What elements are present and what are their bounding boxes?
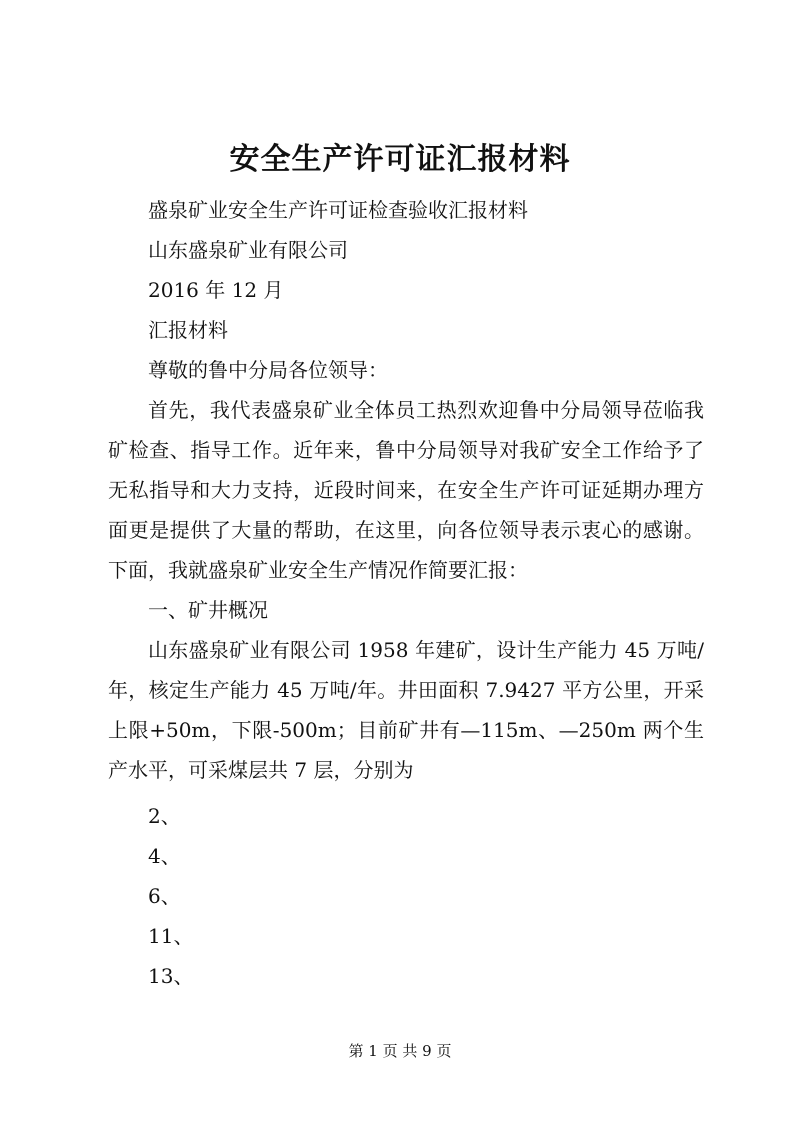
section-paragraph: 山东盛泉矿业有限公司 1958 年建矿，设计生产能力 45 万吨/年，核定生产能力 45 万吨/年。井田面积 7.9427 平方公里，开采上限+50m，下限-500m；目前矿井有—115m、—250m 两个生产水平，可采煤层共 7 层，分别为 — [108, 638, 704, 782]
page-footer: 第 1 页 共 9 页 — [348, 1042, 452, 1060]
list-item: 6、 — [148, 884, 181, 908]
list-item: 13、 — [148, 964, 194, 988]
date-line: 2016 年 12 月 — [148, 278, 284, 302]
salutation-line: 尊敬的鲁中分局各位领导： — [148, 358, 388, 382]
list-item: 11、 — [148, 924, 194, 948]
document-body — [108, 190, 704, 996]
list-item: 4、 — [148, 844, 181, 868]
section-heading: 一、矿井概况 — [148, 598, 268, 622]
subtitle-line: 盛泉矿业安全生产许可证检查验收汇报材料 — [148, 198, 528, 222]
company-line: 山东盛泉矿业有限公司 — [148, 238, 348, 262]
report-heading: 汇报材料 — [148, 318, 228, 342]
intro-paragraph: 首先，我代表盛泉矿业全体员工热烈欢迎鲁中分局领导莅临我矿检查、指导工作。近年来，鲁中分局领导对我矿安全工作给予了无私指导和大力支持，近段时间来，在安全生产许可证延期办理方面更是提供了大量的帮助，在这里，向各位领导表示衷心的感谢。下面，我就盛泉矿业安全生产情况作简要汇报： — [108, 398, 704, 582]
list-item: 2、 — [148, 804, 181, 828]
document-title: 安全生产许可证汇报材料 — [229, 142, 571, 177]
